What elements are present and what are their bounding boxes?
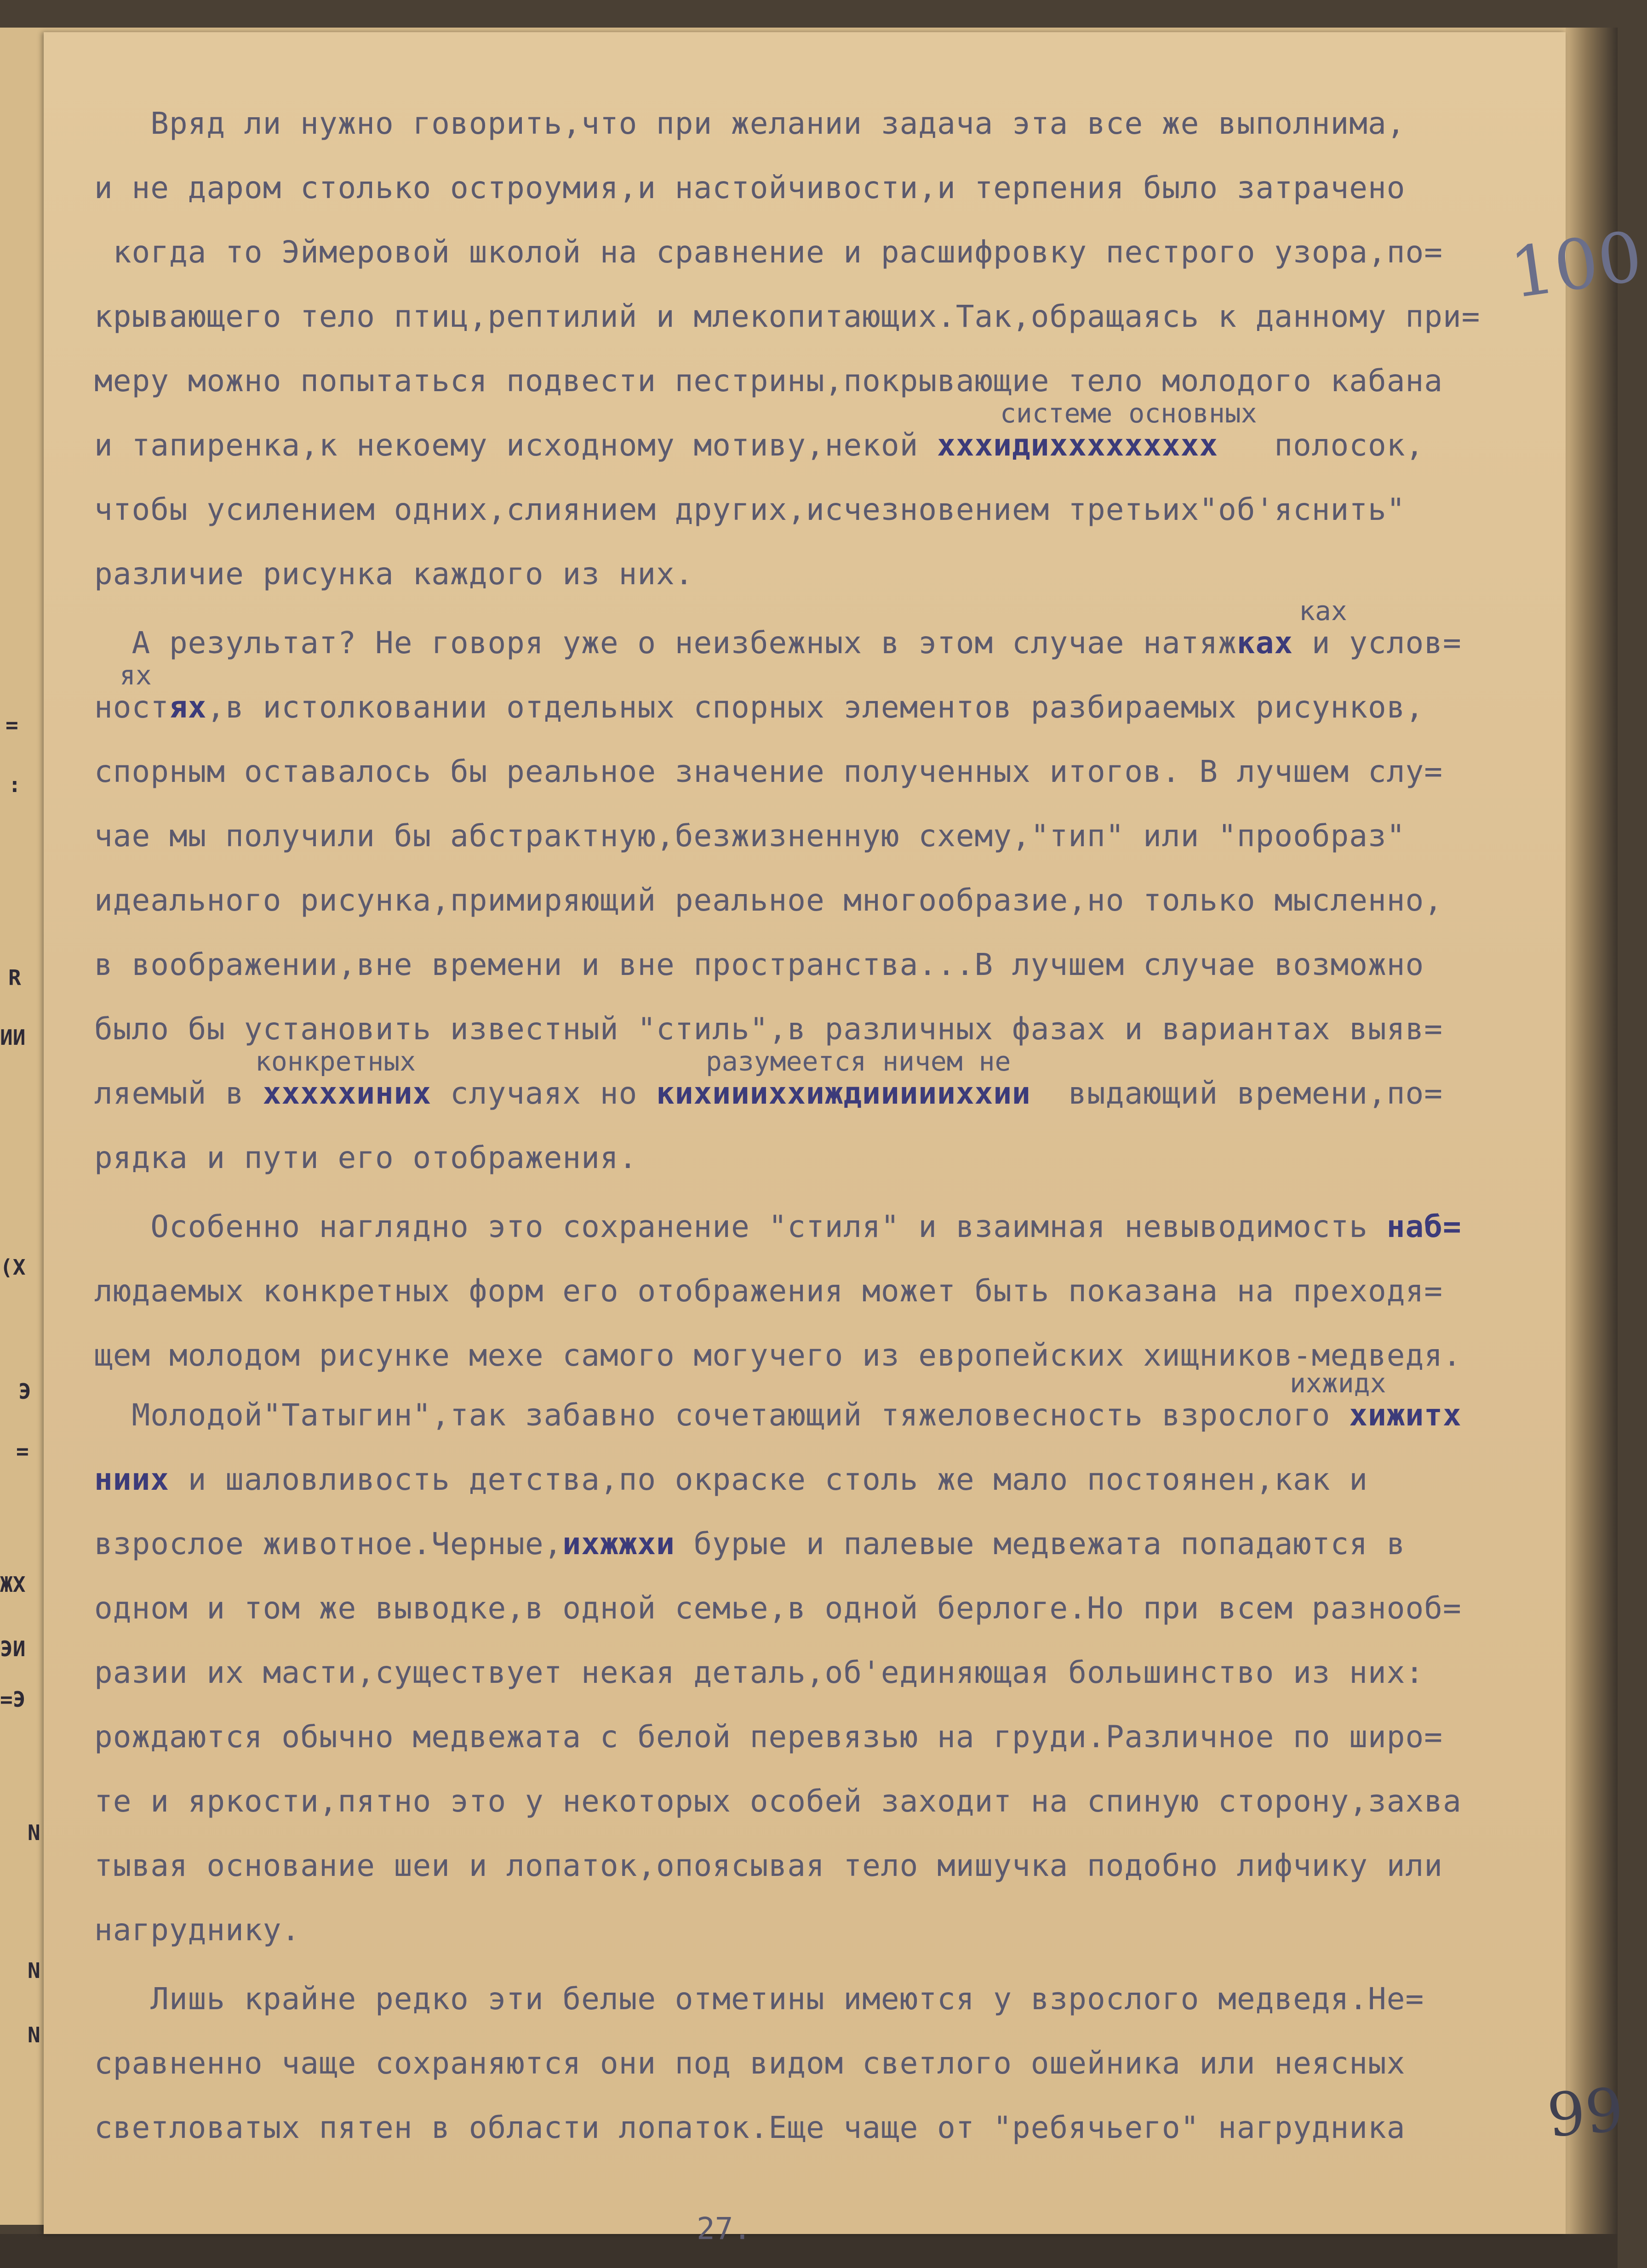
text-line: Особенно наглядно это сохранение "стиля" и взаимная невыводимость наб= (94, 1209, 1462, 1244)
text-line: ностях,в истолковании отдельных спорных элементов разбираемых рисунков, (94, 690, 1424, 725)
struck-out-text: хххидиххххххххх (937, 427, 1218, 463)
text-line: когда то Эймеровой школой на сравнение и расшифровку пестрого узора,по= (94, 234, 1443, 270)
typed-insertion: системе основных (1000, 398, 1257, 429)
handwritten-corner-number: 99 (1544, 2074, 1626, 2151)
margin-note: N (28, 1820, 40, 1845)
text-line: чае мы получили бы абстрактную,безжизненную схему,"тип" или "прообраз" (94, 818, 1406, 854)
text-line: ниих и шаловливость детства,по окраске столь же мало постоянен,как и (94, 1462, 1368, 1497)
margin-note: = (6, 712, 18, 737)
struck-out-text: ях (169, 690, 207, 725)
text-line: тывая основание шеи и лопаток,опоясывая тело мишучка подобно лифчику или (94, 1848, 1443, 1883)
text-line: было бы установить известный "стиль",в различных фазах и вариантах выяв= (94, 1011, 1443, 1047)
text-line: те и яркости,пятно это у некоторых особей заходит на спиную сторону,захва (94, 1784, 1462, 1819)
text-line: рядка и пути его отображения. (94, 1140, 638, 1175)
archival-folio-number: 100 (1505, 216, 1647, 314)
text-line: разии их масти,существует некая деталь,об'единяющая большинство из них: (94, 1655, 1424, 1690)
text-line: Молодой"Татыгин",так забавно сочетающий тяжеловесность взрослого хижитх (94, 1397, 1462, 1433)
text-line: ляемый в хххххиних случаях но кихиииххиждиииииххии выдающий времени,по= (94, 1076, 1443, 1111)
typed-insertion: ках (1299, 595, 1347, 627)
text-line: А результат? Не говоря уже о неизбежных в этом случае натяжках и услов= (94, 625, 1462, 661)
page-bottom-shadow (0, 2234, 1618, 2268)
text-line: светловатых пятен в области лопаток.Еще чаще от "ребячьего" нагрудника (94, 2110, 1406, 2145)
struck-out-text: ках (1236, 625, 1293, 661)
text-line: рождаются обычно медвежата с белой перевязью на груди.Различное по широ= (94, 1719, 1443, 1755)
typewritten-page (44, 32, 1647, 2246)
text-line: щем молодом рисунке мехе самого могучего из европейских хищников-медведя. (94, 1338, 1462, 1373)
margin-note: N (28, 2023, 40, 2047)
text-line: Вряд ли нужно говорить,что при желании задача эта все же выполнима, (94, 106, 1406, 141)
struck-out-text: ниих (94, 1462, 169, 1497)
typed-insertion: ихжидх (1290, 1368, 1386, 1399)
margin-note: = (16, 1439, 29, 1464)
text-line: чтобы усилением одних,слиянием других,исчезновением третьих"об'яснить" (94, 492, 1406, 527)
struck-out-text: кихиииххиждиииииххии (656, 1076, 1031, 1111)
text-line: идеального рисунка,примиряющий реальное многообразие,но только мысленно, (94, 883, 1443, 918)
text-line: одном и том же выводке,в одной семье,в одной берлоге.Но при всем разнооб= (94, 1590, 1462, 1626)
struck-out-text: хижитх (1349, 1397, 1462, 1433)
text-line: сравненно чаще сохраняются они под видом светлого ошейника или неясных (94, 2046, 1406, 2081)
page-stack-edge (1566, 28, 1618, 2268)
text-line: людаемых конкретных форм его отображения может быть показана на преходя= (94, 1273, 1443, 1309)
typed-insertion: разумеется ничем не (706, 1046, 1011, 1077)
text-line: нагруднику. (94, 1912, 301, 1948)
margin-note: ИИ (0, 1025, 26, 1050)
margin-note: N (28, 1958, 40, 1983)
text-line: и не даром столько остроумия,и настойчивости,и терпения было затрачено (94, 170, 1406, 205)
struck-out-text: ихжжхи (562, 1526, 675, 1561)
text-line: различие рисунка каждого из них. (94, 556, 694, 592)
margin-note: : (8, 772, 21, 797)
margin-note: =Э (0, 1687, 26, 1712)
text-line: крывающего тело птиц,рептилий и млекопитающих.Так,обращаясь к данному при= (94, 299, 1481, 334)
typed-insertion: ях (120, 660, 152, 691)
page-number: 27. (697, 2211, 752, 2246)
typed-insertion: конкретных (255, 1046, 416, 1077)
text-line: и тапиренка,к некоему исходному мотиву,некой хххидиххххххххх полосок, (94, 427, 1424, 463)
struck-out-text: наб= (1386, 1209, 1462, 1244)
margin-note: R (8, 965, 21, 990)
margin-note: (X (0, 1255, 26, 1280)
text-line: Лишь крайне редко эти белые отметины имеются у взрослого медведя.Не= (94, 1981, 1424, 2017)
text-line: спорным оставалось бы реальное значение полученных итогов. В лучшем слу= (94, 754, 1443, 789)
margin-note: ЖХ (0, 1572, 26, 1597)
margin-note: ЭИ (0, 1636, 26, 1661)
text-line: взрослое животное.Черные,ихжжхи бурые и палевые медвежата попадаются в (94, 1526, 1406, 1561)
margin-note: Э (18, 1379, 31, 1404)
text-line: в воображении,вне времени и вне пространства...В лучшем случае возможно (94, 947, 1424, 982)
text-line: меру можно попытаться подвести пестрины,покрывающие тело молодого кабана (94, 363, 1443, 399)
struck-out-text: хххххиних (263, 1076, 432, 1111)
